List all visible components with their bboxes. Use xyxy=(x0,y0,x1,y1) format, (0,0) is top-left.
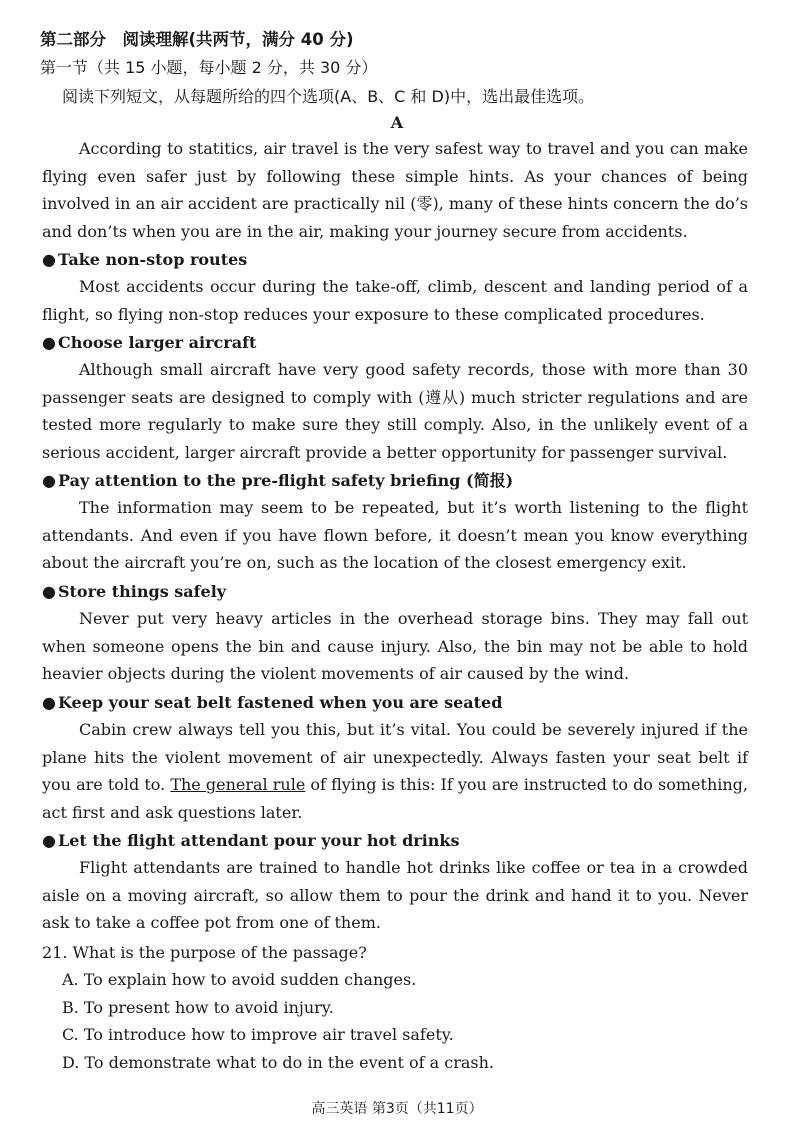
question-21-stem: 21. What is the purpose of the passage? xyxy=(42,943,367,962)
option-c: C. To introduce how to improve air travel safety. xyxy=(62,1025,454,1044)
section-heading-1: ● Take non-stop routes xyxy=(42,250,248,269)
section-heading: 第一节（共 15 小题，每小题 2 分，共 30 分） xyxy=(40,58,378,77)
section-heading-4: ● Store things safely xyxy=(42,582,227,601)
underlined-phrase: The general rule xyxy=(170,775,306,795)
section-paragraph-1: Most accidents occur during the take-off, climb, descent and landing period of a flight, so flying non-stop reduces your exposure to these complicated procedures. xyxy=(42,277,748,324)
option-d: D. To demonstrate what to do in the event of a crash. xyxy=(62,1053,494,1072)
instructions: 阅读下列短文，从每题所给的四个选项(A、B、C 和 D)中，选出最佳选项。 xyxy=(62,87,595,106)
option-b: B. To present how to avoid injury. xyxy=(62,998,334,1017)
page-footer: 高三英语 第3页（共11页） xyxy=(311,1101,483,1117)
section-paragraph-2: Although small aircraft have very good safety records, those with more than 30 passenger seats are designed to comply with (遵从) much stricter regulations and are tested more regularly to make sure they still comply. Also, in the unlikely event of a serious accident, larger aircraft provide a better opportunity for passenger survival. xyxy=(42,360,748,463)
section-paragraph-5: Cabin crew always tell you this, but it’s vital. You could be severely injured if the plane hits the violent movement of air unexpectedly. Always fasten your seat belt if you are told to. The general rule of flying is this: If you are instructed to do something, act first and ask questions later. xyxy=(42,720,749,823)
section-heading-2: ● Choose larger aircraft xyxy=(42,333,257,352)
part-heading: 第二部分 阅读理解(共两节，满分 40 分) xyxy=(40,30,354,49)
section-paragraph-3: The information may seem to be repeated, but it’s worth listening to the flight attendants. And even if you have flown before, it doesn’t mean you know everything about the aircraft you’re on, such as the location of the closest emergency exit. xyxy=(42,498,748,573)
section-paragraph-4: Never put very heavy articles in the overhead storage bins. They may fall out when someone opens the bin and cause injury. Also, the bin may not be able to hold heavier objects during the violent movements of air caused by the wind. xyxy=(42,609,748,684)
section-paragraph-6: Flight attendants are trained to handle hot drinks like coffee or tea in a crowded aisle on a moving aircraft, so allow them to pour the drink and hand it to you. Never ask to take a coffee pot from one of them. xyxy=(42,858,748,933)
section-heading-5: ● Keep your seat belt fastened when you are seated xyxy=(42,693,503,712)
section-heading-3: ● Pay attention to the pre-flight safety briefing (简报) xyxy=(42,471,514,490)
intro-text: According to statitics, air travel is the very safest way to travel and you can make flying even safer just by following these simple hints. As your chances of being involved in an air accident are practically nil (零), many of these hints concern the do’s and don’ts when you are in the air, making your journey secure from accidents. xyxy=(42,139,748,242)
intro-paragraph xyxy=(42,135,748,246)
passage-label: A xyxy=(390,113,404,132)
section-heading-6: ● Let the flight attendant pour your hot drinks xyxy=(42,831,460,850)
option-a: A. To explain how to avoid sudden changes. xyxy=(62,970,417,989)
